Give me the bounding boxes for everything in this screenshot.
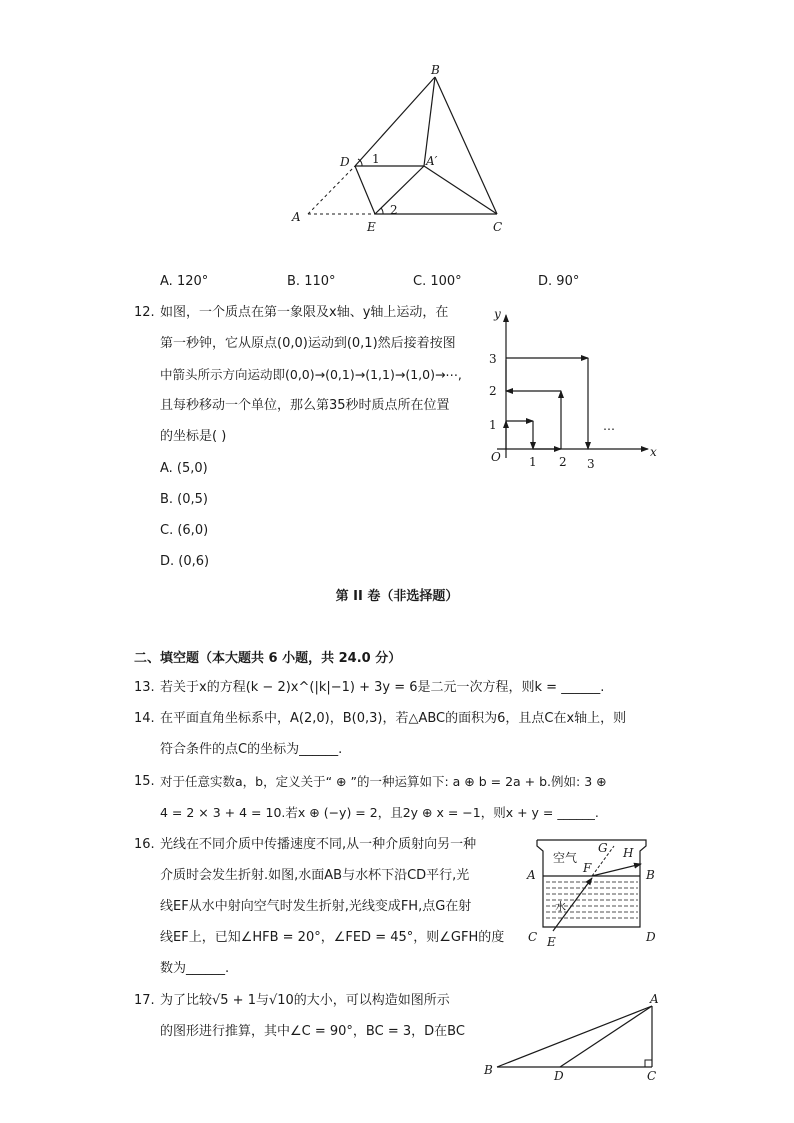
option-letter: B. bbox=[287, 274, 301, 289]
label-c: C bbox=[528, 930, 538, 944]
tick-x-2: 2 bbox=[559, 455, 567, 469]
q12-line-4: 且每秒移动一个单位，那么第35秒时质点所在位置 bbox=[160, 398, 450, 413]
option-value: 100° bbox=[430, 274, 462, 289]
label-d: D bbox=[340, 155, 350, 169]
label-h: H bbox=[623, 846, 634, 860]
q16-line-1: 光线在不同介质中传播速度不同,从一种介质射向另一种 bbox=[160, 837, 477, 852]
q12-option-c: C. (6,0) bbox=[160, 523, 209, 538]
q15-number: 15. bbox=[134, 774, 155, 789]
label-c: C bbox=[647, 1069, 657, 1083]
q16-line-4: 线EF上，已知∠HFB = 20°，∠FED = 45°，则∠GFH的度 bbox=[160, 930, 505, 945]
label-g: G bbox=[598, 841, 608, 855]
q16-number: 16. bbox=[134, 837, 155, 852]
label-b: B bbox=[484, 1063, 493, 1077]
label-a: A bbox=[292, 210, 301, 224]
q16-line-3: 线EF从水中射向空气时发生折射,光线变成FH,点G在射 bbox=[160, 899, 472, 914]
q16-line-2: 介质时会发生折射.如图,水面AB与水杯下沿CD平行,光 bbox=[160, 868, 470, 883]
q12-option-d: D. (0,6) bbox=[160, 554, 210, 569]
label-b: B bbox=[646, 868, 655, 882]
q17-line-2: 的图形进行推算，其中∠C = 90°，BC = 3，D在BC bbox=[160, 1024, 465, 1039]
option-value: 90° bbox=[556, 274, 580, 289]
q13-number: 13. bbox=[134, 680, 155, 695]
q12-number: 12. bbox=[134, 305, 155, 320]
label-angle-2: 2 bbox=[390, 203, 398, 217]
tick-y-1: 1 bbox=[489, 418, 497, 432]
q16-line-5: 数为______. bbox=[160, 961, 230, 976]
option-letter: C. bbox=[413, 274, 427, 289]
q12-line-2: 第一秒钟，它从原点(0,0)运动到(0,1)然后接着按图 bbox=[160, 336, 456, 351]
q12-option-b: B. (0,5) bbox=[160, 492, 209, 507]
q14-number: 14. bbox=[134, 711, 155, 726]
label-a: A bbox=[650, 992, 659, 1006]
section2-title: 二、填空题（本大题共 6 小题，共 24.0 分） bbox=[134, 651, 402, 666]
q15-line-1: 对于任意实数a，b，定义关于“ ⊕ ”的一种运算如下: a ⊕ b = 2a + b.例如: 3 ⊕ bbox=[160, 774, 607, 789]
label-e: E bbox=[547, 935, 556, 949]
label-air: 空气 bbox=[553, 851, 578, 865]
q14-line-1: 在平面直角坐标系中，A(2,0)，B(0,3)，若△ABC的面积为6，且点C在x轴上，则 bbox=[160, 711, 627, 726]
q13-line-1: 若关于x的方程(k − 2)x^(|k|−1) + 3y = 6是二元一次方程，则k = ______. bbox=[160, 680, 605, 695]
label-d: D bbox=[554, 1069, 564, 1083]
q12-line-3: 中箭头所示方向运动即(0,0)→(0,1)→(1,1)→(1,0)→⋯, bbox=[160, 367, 462, 382]
label-c: C bbox=[493, 220, 503, 234]
tick-y-2: 2 bbox=[489, 384, 497, 398]
label-d: D bbox=[646, 930, 656, 944]
option-letter: A. bbox=[160, 274, 173, 289]
label-angle-1: 1 bbox=[372, 152, 380, 166]
right-angle-mark bbox=[645, 1060, 652, 1067]
tick-x-1: 1 bbox=[529, 455, 537, 469]
label-origin: O bbox=[491, 450, 501, 464]
tick-x-3: 3 bbox=[587, 457, 595, 471]
q12-line-1: 如图，一个质点在第一象限及x轴、y轴上运动，在 bbox=[160, 305, 449, 320]
label-a: A bbox=[527, 868, 536, 882]
q12-option-a: A. (5,0) bbox=[160, 461, 208, 476]
q17-line-1: 为了比较√5 + 1与√10的大小，可以构造如图所示 bbox=[160, 993, 450, 1008]
label-y-axis: y bbox=[494, 307, 501, 321]
option-value: 120° bbox=[176, 274, 209, 289]
label-f: F bbox=[583, 861, 592, 875]
tick-y-3: 3 bbox=[489, 352, 497, 366]
q15-line-2: 4 = 2 × 3 + 4 = 10.若x ⊕ (−y) = 2，且2y ⊕ x = −1，则x + y = ______. bbox=[160, 805, 599, 820]
label-a-prime: A′ bbox=[426, 154, 438, 168]
option-letter: D. bbox=[538, 274, 553, 289]
q14-line-2: 符合条件的点C的坐标为______. bbox=[160, 742, 343, 757]
label-b: B bbox=[431, 63, 440, 77]
option-value: 110° bbox=[304, 274, 336, 289]
continuation-dots: ⋯ bbox=[603, 422, 615, 436]
q17-number: 17. bbox=[134, 993, 155, 1008]
part2-title: 第 II 卷（非选择题） bbox=[335, 589, 459, 604]
label-e: E bbox=[367, 220, 376, 234]
q12-line-5: 的坐标是( ) bbox=[160, 429, 227, 444]
label-x-axis: x bbox=[650, 445, 657, 459]
label-water: 水 bbox=[555, 900, 566, 913]
